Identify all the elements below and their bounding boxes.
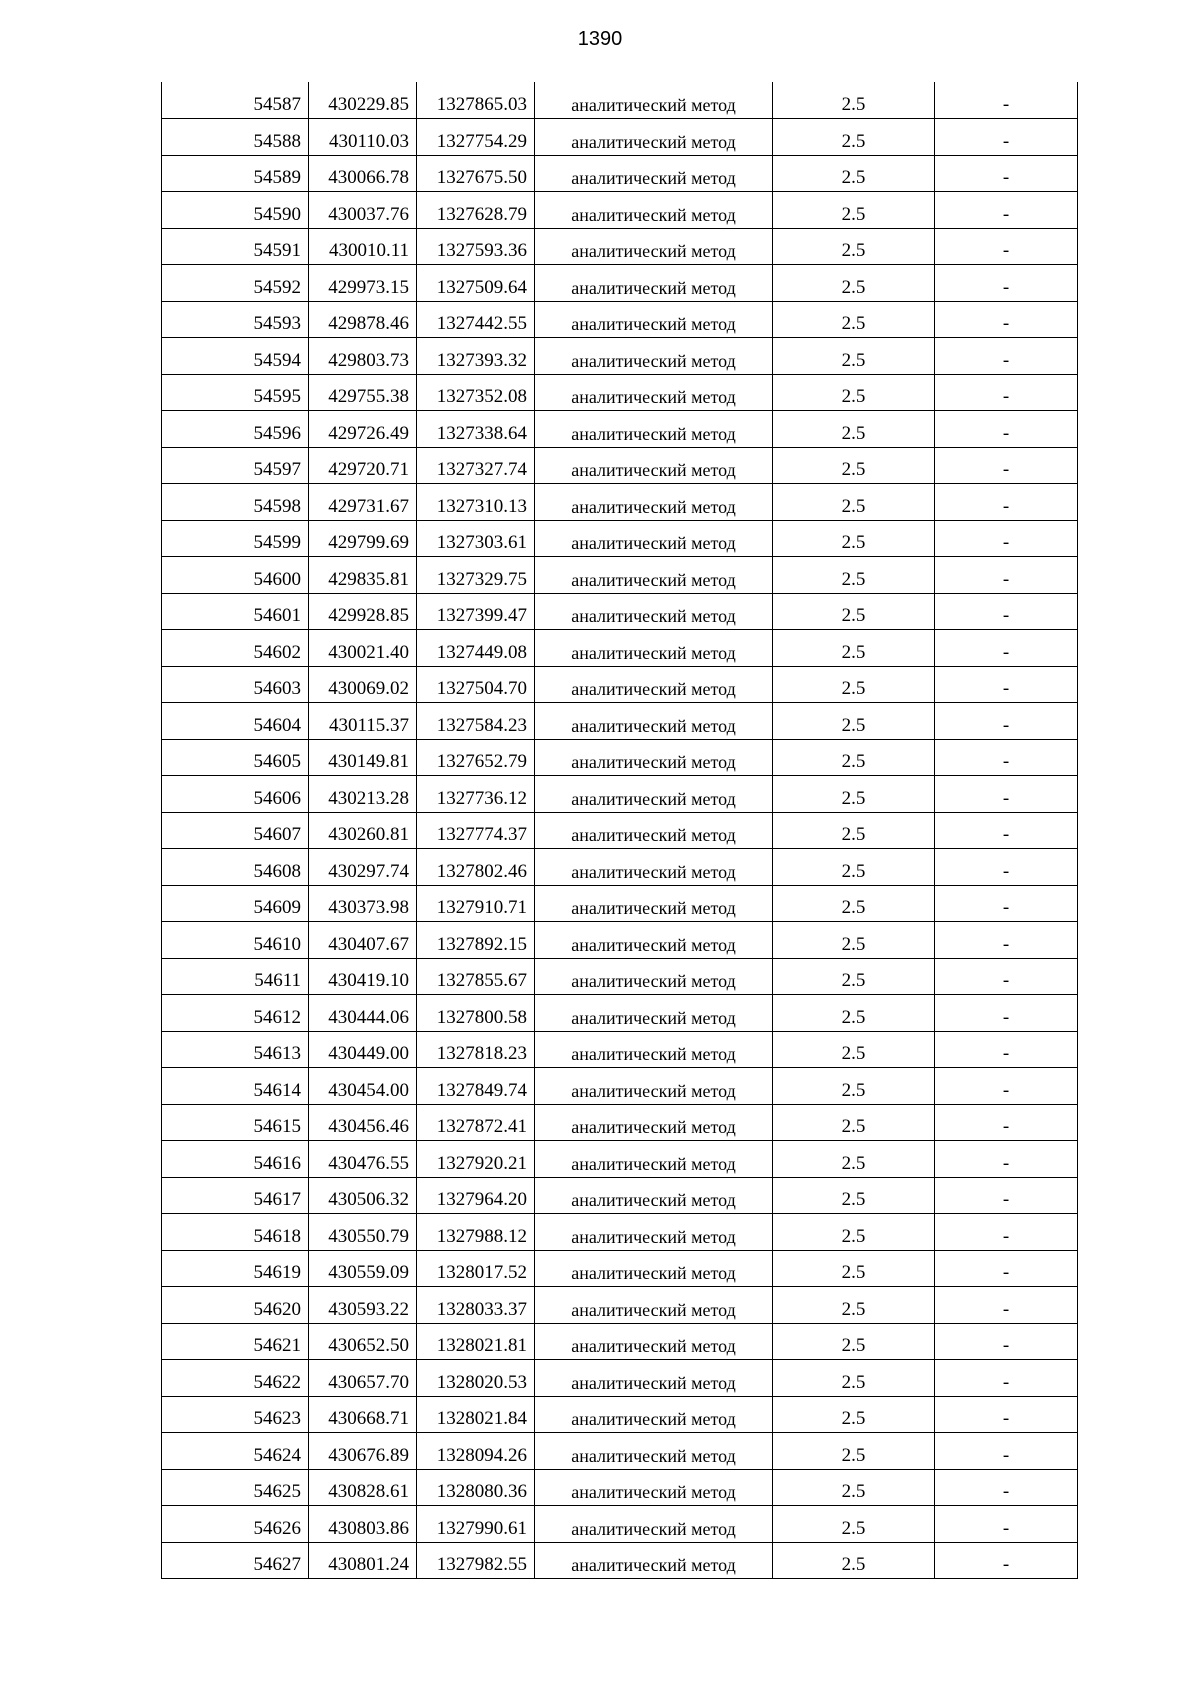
- method-cell: аналитический метод: [535, 1287, 773, 1324]
- precision-cell: 2.5: [773, 1068, 935, 1105]
- y-coordinate-cell: 1327988.12: [417, 1214, 535, 1251]
- y-coordinate-cell: 1327338.64: [417, 411, 535, 448]
- precision-cell: 2.5: [773, 1287, 935, 1324]
- precision-cell: 2.5: [773, 338, 935, 375]
- y-coordinate-cell: 1327329.75: [417, 557, 535, 594]
- point-number-cell: 54619: [162, 1250, 309, 1287]
- precision-cell: 2.5: [773, 1104, 935, 1141]
- y-coordinate-cell: 1327818.23: [417, 1031, 535, 1068]
- precision-cell: 2.5: [773, 119, 935, 156]
- table-row: [162, 958, 1078, 995]
- table-row: [162, 1433, 1078, 1470]
- method-cell: аналитический метод: [535, 301, 773, 338]
- x-coordinate-cell: 430476.55: [309, 1141, 417, 1178]
- method-cell: аналитический метод: [535, 958, 773, 995]
- method-cell: аналитический метод: [535, 739, 773, 776]
- y-coordinate-cell: 1327393.32: [417, 338, 535, 375]
- precision-cell: 2.5: [773, 1360, 935, 1397]
- point-number-cell: 54589: [162, 155, 309, 192]
- precision-cell: 2.5: [773, 265, 935, 302]
- table-row: [162, 228, 1078, 265]
- table-row: [162, 82, 1078, 119]
- table-row: [162, 812, 1078, 849]
- method-cell: аналитический метод: [535, 922, 773, 959]
- x-coordinate-cell: 430657.70: [309, 1360, 417, 1397]
- table-row: [162, 374, 1078, 411]
- table-row: [162, 301, 1078, 338]
- table-row: [162, 995, 1078, 1032]
- y-coordinate-cell: 1327982.55: [417, 1542, 535, 1579]
- note-cell: -: [935, 1214, 1078, 1251]
- point-number-cell: 54597: [162, 447, 309, 484]
- y-coordinate-cell: 1327849.74: [417, 1068, 535, 1105]
- method-cell: аналитический метод: [535, 374, 773, 411]
- table-row: [162, 1141, 1078, 1178]
- table-row: [162, 1323, 1078, 1360]
- method-cell: аналитический метод: [535, 484, 773, 521]
- y-coordinate-cell: 1327865.03: [417, 82, 535, 119]
- note-cell: -: [935, 1031, 1078, 1068]
- x-coordinate-cell: 430828.61: [309, 1469, 417, 1506]
- method-cell: аналитический метод: [535, 1542, 773, 1579]
- precision-cell: 2.5: [773, 557, 935, 594]
- precision-cell: 2.5: [773, 82, 935, 119]
- y-coordinate-cell: 1327352.08: [417, 374, 535, 411]
- point-number-cell: 54615: [162, 1104, 309, 1141]
- method-cell: аналитический метод: [535, 228, 773, 265]
- precision-cell: 2.5: [773, 192, 935, 229]
- point-number-cell: 54610: [162, 922, 309, 959]
- point-number-cell: 54594: [162, 338, 309, 375]
- point-number-cell: 54625: [162, 1469, 309, 1506]
- note-cell: -: [935, 1469, 1078, 1506]
- x-coordinate-cell: 429799.69: [309, 520, 417, 557]
- note-cell: -: [935, 447, 1078, 484]
- point-number-cell: 54591: [162, 228, 309, 265]
- table-row: [162, 155, 1078, 192]
- coordinates-table-body: [162, 82, 1078, 1579]
- note-cell: -: [935, 922, 1078, 959]
- point-number-cell: 54601: [162, 593, 309, 630]
- note-cell: -: [935, 557, 1078, 594]
- method-cell: аналитический метод: [535, 411, 773, 448]
- note-cell: -: [935, 192, 1078, 229]
- point-number-cell: 54609: [162, 885, 309, 922]
- note-cell: -: [935, 155, 1078, 192]
- point-number-cell: 54604: [162, 703, 309, 740]
- x-coordinate-cell: 430110.03: [309, 119, 417, 156]
- x-coordinate-cell: 429726.49: [309, 411, 417, 448]
- method-cell: аналитический метод: [535, 338, 773, 375]
- table-row: [162, 447, 1078, 484]
- method-cell: аналитический метод: [535, 666, 773, 703]
- method-cell: аналитический метод: [535, 885, 773, 922]
- table-row: [162, 885, 1078, 922]
- method-cell: аналитический метод: [535, 1360, 773, 1397]
- method-cell: аналитический метод: [535, 1323, 773, 1360]
- method-cell: аналитический метод: [535, 265, 773, 302]
- point-number-cell: 54598: [162, 484, 309, 521]
- method-cell: аналитический метод: [535, 1068, 773, 1105]
- x-coordinate-cell: 430149.81: [309, 739, 417, 776]
- table-row: [162, 630, 1078, 667]
- precision-cell: 2.5: [773, 1177, 935, 1214]
- y-coordinate-cell: 1327310.13: [417, 484, 535, 521]
- x-coordinate-cell: 429731.67: [309, 484, 417, 521]
- x-coordinate-cell: 430260.81: [309, 812, 417, 849]
- point-number-cell: 54612: [162, 995, 309, 1032]
- precision-cell: 2.5: [773, 849, 935, 886]
- table-row: [162, 1104, 1078, 1141]
- x-coordinate-cell: 430021.40: [309, 630, 417, 667]
- precision-cell: 2.5: [773, 301, 935, 338]
- x-coordinate-cell: 430449.00: [309, 1031, 417, 1068]
- note-cell: -: [935, 520, 1078, 557]
- x-coordinate-cell: 430668.71: [309, 1396, 417, 1433]
- precision-cell: 2.5: [773, 484, 935, 521]
- table-row: [162, 703, 1078, 740]
- method-cell: аналитический метод: [535, 849, 773, 886]
- x-coordinate-cell: 430037.76: [309, 192, 417, 229]
- table-row: [162, 1469, 1078, 1506]
- point-number-cell: 54596: [162, 411, 309, 448]
- note-cell: -: [935, 630, 1078, 667]
- note-cell: -: [935, 776, 1078, 813]
- x-coordinate-cell: 430801.24: [309, 1542, 417, 1579]
- point-number-cell: 54606: [162, 776, 309, 813]
- y-coordinate-cell: 1327593.36: [417, 228, 535, 265]
- precision-cell: 2.5: [773, 520, 935, 557]
- y-coordinate-cell: 1327399.47: [417, 593, 535, 630]
- method-cell: аналитический метод: [535, 1396, 773, 1433]
- table-row: [162, 1250, 1078, 1287]
- y-coordinate-cell: 1328033.37: [417, 1287, 535, 1324]
- table-row: [162, 520, 1078, 557]
- y-coordinate-cell: 1327892.15: [417, 922, 535, 959]
- y-coordinate-cell: 1327990.61: [417, 1506, 535, 1543]
- table-row: [162, 1506, 1078, 1543]
- note-cell: -: [935, 1360, 1078, 1397]
- note-cell: -: [935, 703, 1078, 740]
- table-row: [162, 1068, 1078, 1105]
- precision-cell: 2.5: [773, 228, 935, 265]
- precision-cell: 2.5: [773, 922, 935, 959]
- x-coordinate-cell: 429803.73: [309, 338, 417, 375]
- point-number-cell: 54599: [162, 520, 309, 557]
- y-coordinate-cell: 1327303.61: [417, 520, 535, 557]
- note-cell: -: [935, 1141, 1078, 1178]
- x-coordinate-cell: 429835.81: [309, 557, 417, 594]
- precision-cell: 2.5: [773, 995, 935, 1032]
- x-coordinate-cell: 430297.74: [309, 849, 417, 886]
- y-coordinate-cell: 1327872.41: [417, 1104, 535, 1141]
- method-cell: аналитический метод: [535, 520, 773, 557]
- table-row: [162, 1542, 1078, 1579]
- method-cell: аналитический метод: [535, 995, 773, 1032]
- x-coordinate-cell: 430373.98: [309, 885, 417, 922]
- point-number-cell: 54614: [162, 1068, 309, 1105]
- table-row: [162, 265, 1078, 302]
- point-number-cell: 54588: [162, 119, 309, 156]
- y-coordinate-cell: 1327800.58: [417, 995, 535, 1032]
- x-coordinate-cell: 430069.02: [309, 666, 417, 703]
- x-coordinate-cell: 430559.09: [309, 1250, 417, 1287]
- x-coordinate-cell: 429755.38: [309, 374, 417, 411]
- y-coordinate-cell: 1327774.37: [417, 812, 535, 849]
- precision-cell: 2.5: [773, 776, 935, 813]
- y-coordinate-cell: 1327964.20: [417, 1177, 535, 1214]
- note-cell: -: [935, 1433, 1078, 1470]
- method-cell: аналитический метод: [535, 1469, 773, 1506]
- x-coordinate-cell: 429878.46: [309, 301, 417, 338]
- point-number-cell: 54593: [162, 301, 309, 338]
- x-coordinate-cell: 429720.71: [309, 447, 417, 484]
- note-cell: -: [935, 995, 1078, 1032]
- point-number-cell: 54620: [162, 1287, 309, 1324]
- point-number-cell: 54626: [162, 1506, 309, 1543]
- point-number-cell: 54592: [162, 265, 309, 302]
- note-cell: -: [935, 374, 1078, 411]
- point-number-cell: 54608: [162, 849, 309, 886]
- x-coordinate-cell: 430213.28: [309, 776, 417, 813]
- method-cell: аналитический метод: [535, 82, 773, 119]
- point-number-cell: 54618: [162, 1214, 309, 1251]
- method-cell: аналитический метод: [535, 557, 773, 594]
- point-number-cell: 54602: [162, 630, 309, 667]
- x-coordinate-cell: 430010.11: [309, 228, 417, 265]
- note-cell: -: [935, 885, 1078, 922]
- method-cell: аналитический метод: [535, 155, 773, 192]
- method-cell: аналитический метод: [535, 192, 773, 229]
- point-number-cell: 54616: [162, 1141, 309, 1178]
- y-coordinate-cell: 1328094.26: [417, 1433, 535, 1470]
- y-coordinate-cell: 1328080.36: [417, 1469, 535, 1506]
- note-cell: -: [935, 301, 1078, 338]
- method-cell: аналитический метод: [535, 776, 773, 813]
- note-cell: -: [935, 1250, 1078, 1287]
- precision-cell: 2.5: [773, 812, 935, 849]
- point-number-cell: 54605: [162, 739, 309, 776]
- method-cell: аналитический метод: [535, 1177, 773, 1214]
- y-coordinate-cell: 1327754.29: [417, 119, 535, 156]
- table-row: [162, 484, 1078, 521]
- precision-cell: 2.5: [773, 411, 935, 448]
- x-coordinate-cell: 429973.15: [309, 265, 417, 302]
- precision-cell: 2.5: [773, 666, 935, 703]
- method-cell: аналитический метод: [535, 1250, 773, 1287]
- note-cell: -: [935, 1068, 1078, 1105]
- point-number-cell: 54622: [162, 1360, 309, 1397]
- x-coordinate-cell: 430652.50: [309, 1323, 417, 1360]
- method-cell: аналитический метод: [535, 1104, 773, 1141]
- point-number-cell: 54587: [162, 82, 309, 119]
- table-row: [162, 557, 1078, 594]
- precision-cell: 2.5: [773, 958, 935, 995]
- method-cell: аналитический метод: [535, 1433, 773, 1470]
- note-cell: -: [935, 1287, 1078, 1324]
- precision-cell: 2.5: [773, 374, 935, 411]
- point-number-cell: 54613: [162, 1031, 309, 1068]
- table-row: [162, 849, 1078, 886]
- x-coordinate-cell: 430115.37: [309, 703, 417, 740]
- note-cell: -: [935, 1542, 1078, 1579]
- note-cell: -: [935, 1506, 1078, 1543]
- point-number-cell: 54607: [162, 812, 309, 849]
- y-coordinate-cell: 1328021.81: [417, 1323, 535, 1360]
- method-cell: аналитический метод: [535, 447, 773, 484]
- precision-cell: 2.5: [773, 885, 935, 922]
- table-row: [162, 739, 1078, 776]
- precision-cell: 2.5: [773, 1031, 935, 1068]
- y-coordinate-cell: 1327509.64: [417, 265, 535, 302]
- y-coordinate-cell: 1327327.74: [417, 447, 535, 484]
- note-cell: -: [935, 1104, 1078, 1141]
- y-coordinate-cell: 1327802.46: [417, 849, 535, 886]
- coordinates-table: [161, 82, 1078, 1579]
- precision-cell: 2.5: [773, 1250, 935, 1287]
- table-row: [162, 922, 1078, 959]
- x-coordinate-cell: 430506.32: [309, 1177, 417, 1214]
- note-cell: -: [935, 1396, 1078, 1433]
- method-cell: аналитический метод: [535, 593, 773, 630]
- table-row: [162, 1177, 1078, 1214]
- note-cell: -: [935, 1177, 1078, 1214]
- method-cell: аналитический метод: [535, 1214, 773, 1251]
- y-coordinate-cell: 1327910.71: [417, 885, 535, 922]
- method-cell: аналитический метод: [535, 119, 773, 156]
- note-cell: -: [935, 338, 1078, 375]
- precision-cell: 2.5: [773, 447, 935, 484]
- table-row: [162, 666, 1078, 703]
- note-cell: -: [935, 958, 1078, 995]
- note-cell: -: [935, 812, 1078, 849]
- y-coordinate-cell: 1327628.79: [417, 192, 535, 229]
- method-cell: аналитический метод: [535, 703, 773, 740]
- point-number-cell: 54621: [162, 1323, 309, 1360]
- precision-cell: 2.5: [773, 1469, 935, 1506]
- table-row: [162, 1287, 1078, 1324]
- y-coordinate-cell: 1327584.23: [417, 703, 535, 740]
- point-number-cell: 54624: [162, 1433, 309, 1470]
- precision-cell: 2.5: [773, 1433, 935, 1470]
- note-cell: -: [935, 739, 1078, 776]
- table-row: [162, 411, 1078, 448]
- precision-cell: 2.5: [773, 593, 935, 630]
- x-coordinate-cell: 430676.89: [309, 1433, 417, 1470]
- y-coordinate-cell: 1328017.52: [417, 1250, 535, 1287]
- y-coordinate-cell: 1328020.53: [417, 1360, 535, 1397]
- x-coordinate-cell: 430593.22: [309, 1287, 417, 1324]
- y-coordinate-cell: 1327504.70: [417, 666, 535, 703]
- point-number-cell: 54611: [162, 958, 309, 995]
- point-number-cell: 54595: [162, 374, 309, 411]
- table-row: [162, 1360, 1078, 1397]
- x-coordinate-cell: 430407.67: [309, 922, 417, 959]
- x-coordinate-cell: 429928.85: [309, 593, 417, 630]
- point-number-cell: 54600: [162, 557, 309, 594]
- precision-cell: 2.5: [773, 1141, 935, 1178]
- y-coordinate-cell: 1328021.84: [417, 1396, 535, 1433]
- method-cell: аналитический метод: [535, 1031, 773, 1068]
- point-number-cell: 54627: [162, 1542, 309, 1579]
- x-coordinate-cell: 430456.46: [309, 1104, 417, 1141]
- precision-cell: 2.5: [773, 1542, 935, 1579]
- x-coordinate-cell: 430419.10: [309, 958, 417, 995]
- method-cell: аналитический метод: [535, 1141, 773, 1178]
- table-row: [162, 1031, 1078, 1068]
- note-cell: -: [935, 484, 1078, 521]
- x-coordinate-cell: 430444.06: [309, 995, 417, 1032]
- y-coordinate-cell: 1327736.12: [417, 776, 535, 813]
- precision-cell: 2.5: [773, 1323, 935, 1360]
- point-number-cell: 54617: [162, 1177, 309, 1214]
- y-coordinate-cell: 1327855.67: [417, 958, 535, 995]
- y-coordinate-cell: 1327449.08: [417, 630, 535, 667]
- note-cell: -: [935, 82, 1078, 119]
- table-row: [162, 338, 1078, 375]
- note-cell: -: [935, 411, 1078, 448]
- table-row: [162, 593, 1078, 630]
- note-cell: -: [935, 849, 1078, 886]
- note-cell: -: [935, 666, 1078, 703]
- method-cell: аналитический метод: [535, 812, 773, 849]
- precision-cell: 2.5: [773, 630, 935, 667]
- x-coordinate-cell: 430229.85: [309, 82, 417, 119]
- y-coordinate-cell: 1327442.55: [417, 301, 535, 338]
- precision-cell: 2.5: [773, 1214, 935, 1251]
- x-coordinate-cell: 430550.79: [309, 1214, 417, 1251]
- method-cell: аналитический метод: [535, 1506, 773, 1543]
- note-cell: -: [935, 1323, 1078, 1360]
- precision-cell: 2.5: [773, 739, 935, 776]
- x-coordinate-cell: 430454.00: [309, 1068, 417, 1105]
- precision-cell: 2.5: [773, 155, 935, 192]
- table-row: [162, 119, 1078, 156]
- point-number-cell: 54623: [162, 1396, 309, 1433]
- page-number: 1390: [577, 28, 623, 50]
- note-cell: -: [935, 228, 1078, 265]
- y-coordinate-cell: 1327920.21: [417, 1141, 535, 1178]
- note-cell: -: [935, 265, 1078, 302]
- note-cell: -: [935, 593, 1078, 630]
- y-coordinate-cell: 1327652.79: [417, 739, 535, 776]
- precision-cell: 2.5: [773, 1506, 935, 1543]
- y-coordinate-cell: 1327675.50: [417, 155, 535, 192]
- table-row: [162, 192, 1078, 229]
- point-number-cell: 54603: [162, 666, 309, 703]
- precision-cell: 2.5: [773, 1396, 935, 1433]
- note-cell: -: [935, 119, 1078, 156]
- x-coordinate-cell: 430066.78: [309, 155, 417, 192]
- point-number-cell: 54590: [162, 192, 309, 229]
- table-row: [162, 1396, 1078, 1433]
- table-row: [162, 776, 1078, 813]
- table-row: [162, 1214, 1078, 1251]
- precision-cell: 2.5: [773, 703, 935, 740]
- method-cell: аналитический метод: [535, 630, 773, 667]
- x-coordinate-cell: 430803.86: [309, 1506, 417, 1543]
